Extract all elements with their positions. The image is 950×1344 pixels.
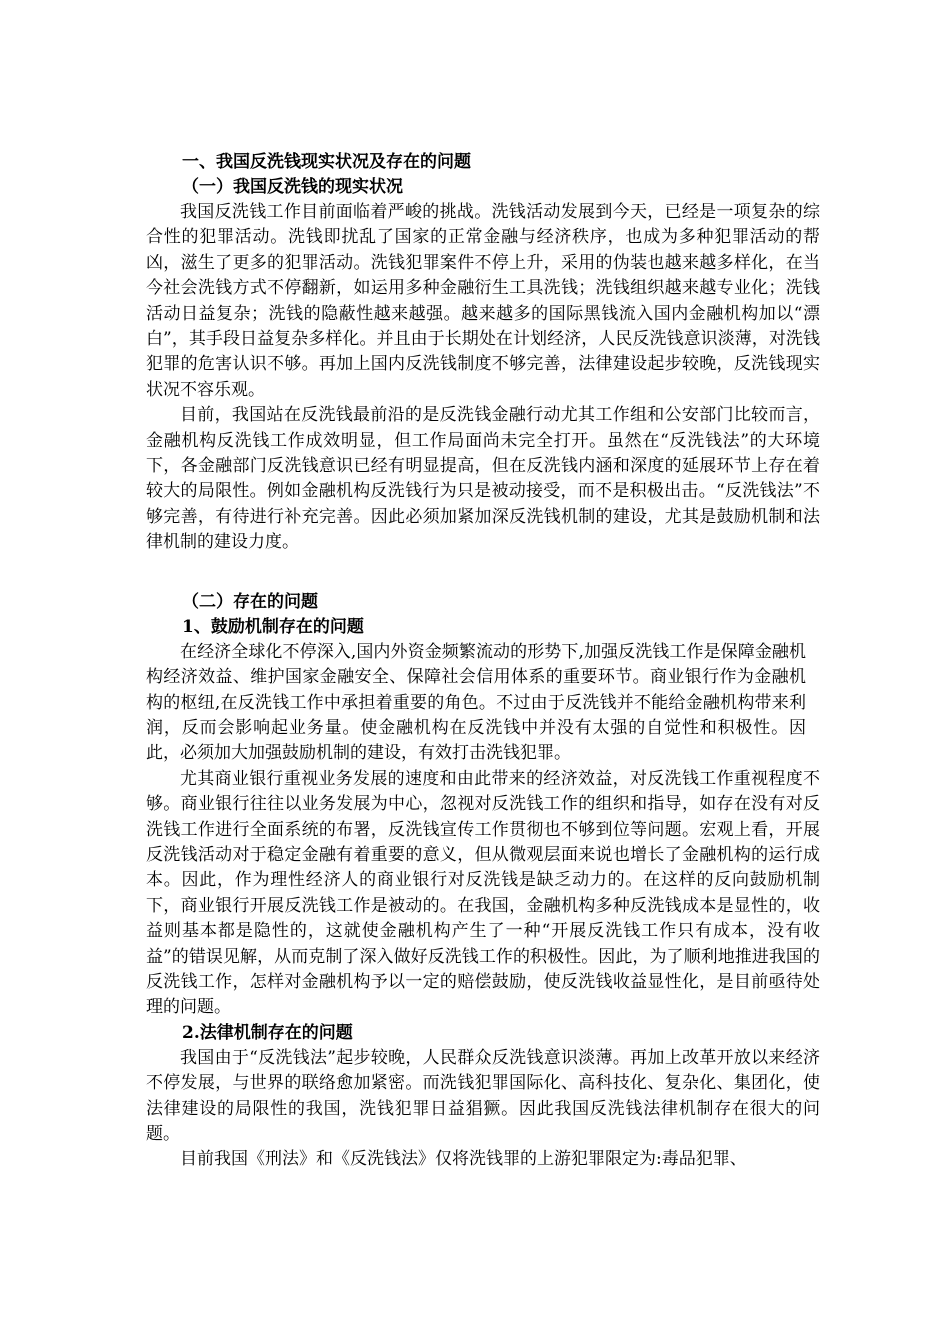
- heading-incentive-mechanism: 1、鼓励机制存在的问题: [182, 616, 364, 637]
- heading-current-status: （一）我国反洗钱的现实状况: [182, 177, 403, 197]
- heading-legal-mechanism: 2.法律机制存在的问题: [182, 1022, 353, 1043]
- blank-line: [146, 556, 820, 590]
- paragraph-criminal-law: 目前我国《刑法》和《反洗钱法》仅将洗钱罪的上游犯罪限定为:毒品犯罪、: [180, 1149, 747, 1170]
- heading-problems: （二）存在的问题: [182, 591, 318, 612]
- heading-main: 一、我国反洗钱现实状况及存在的问题: [182, 152, 471, 172]
- paragraph-challenges: 我国反洗钱工作目前面临着严峻的挑战。洗钱活动发展到今天，已经是一项复杂的综合性的犯罪活动。洗钱即扰乱了国家的正常金融与经济秩序，也成为多种犯罪活动的帮凶，滋生了更多的犯罪活动。洗钱犯罪案件不停上升，采用的伪装也越来越多样化，在当今社会洗钱方式不停翻新，如运用多种金融衍生工具洗钱；洗钱组织越来越专业化；洗钱活动日益复杂；洗钱的隐蔽性越来越强。越来越多的国际黑钱流入国内金融机构加以“漂白”，其手段日益复杂多样化。并且由于长期处在计划经济，人民反洗钱意识淡薄，对洗钱犯罪的危害认识不够。再加上国内反洗钱制度不够完善，法律建设起步较晚，反洗钱现实状况不容乐观。: [146, 202, 820, 400]
- paragraph-late-start: 我国由于“反洗钱法”起步较晚，人民群众反洗钱意识淡薄。再加上改革开放以来经济不停发展，与世界的联络愈加紧密。而洗钱犯罪国际化、高科技化、复杂化、集团化，使法律建设的局限性的我国，洗钱犯罪日益猖獗。因此我国反洗钱法律机制存在很大的问题。: [146, 1047, 820, 1144]
- document-body: [146, 150, 820, 1173]
- paragraph-frontline: 目前，我国站在反洗钱最前沿的是反洗钱金融行动尤其工作组和公安部门比较而言，金融机构反洗钱工作成效明显，但工作局面尚未完全打开。虽然在“反洗钱法”的大环境下，各金融部门反洗钱意识已经有明显提高，但在反洗钱内涵和深度的延展环节上存在着较大的局限性。例如金融机构反洗钱行为只是被动接受，而不是积极出击。“反洗钱法”不够完善，有待进行补充完善。因此必须加紧加深反洗钱机制的建设，尤其是鼓励机制和法律机制的建设力度。: [146, 405, 820, 553]
- paragraph-globalization: 在经济全球化不停深入,国内外资金频繁流动的形势下,加强反洗钱工作是保障金融机构经济效益、维护国家金融安全、保障社会信用体系的重要环节。商业银行作为金融机构的枢纽,在反洗钱工作中承担着重要的角色。不过由于反洗钱并不能给金融机构带来利润，反而会影响起业务量。使金融机构在反洗钱中并没有太强的自觉性和积极性。因此，必须加大加强鼓励机制的建设，有效打击洗钱犯罪。: [146, 641, 806, 764]
- paragraph-commercial-banks: 尤其商业银行重视业务发展的速度和由此带来的经济效益，对反洗钱工作重视程度不够。商业银行往往以业务发展为中心，忽视对反洗钱工作的组织和指导，如存在没有对反洗钱工作进行全面系统的布署，反洗钱宣传工作贯彻也不够到位等问题。宏观上看，开展反洗钱活动对于稳定金融有着重要的意义，但从微观层面来说也增长了金融机构的运行成本。因此，作为理性经济人的商业银行对反洗钱是缺乏动力的。在这样的反向鼓励机制下，商业银行开展反洗钱工作是被动的。在我国，金融机构多种反洗钱成本是显性的，收益则基本都是隐性的，这就使金融机构产生了一种“开展反洗钱工作只有成本，没有收益”的错误见解，从而克制了深入做好反洗钱工作的积极性。因此，为了顺利地推进我国的反洗钱工作，怎样对金融机构予以一定的赔偿鼓励，使反洗钱收益显性化，是目前亟待处理的问题。: [146, 768, 820, 1018]
